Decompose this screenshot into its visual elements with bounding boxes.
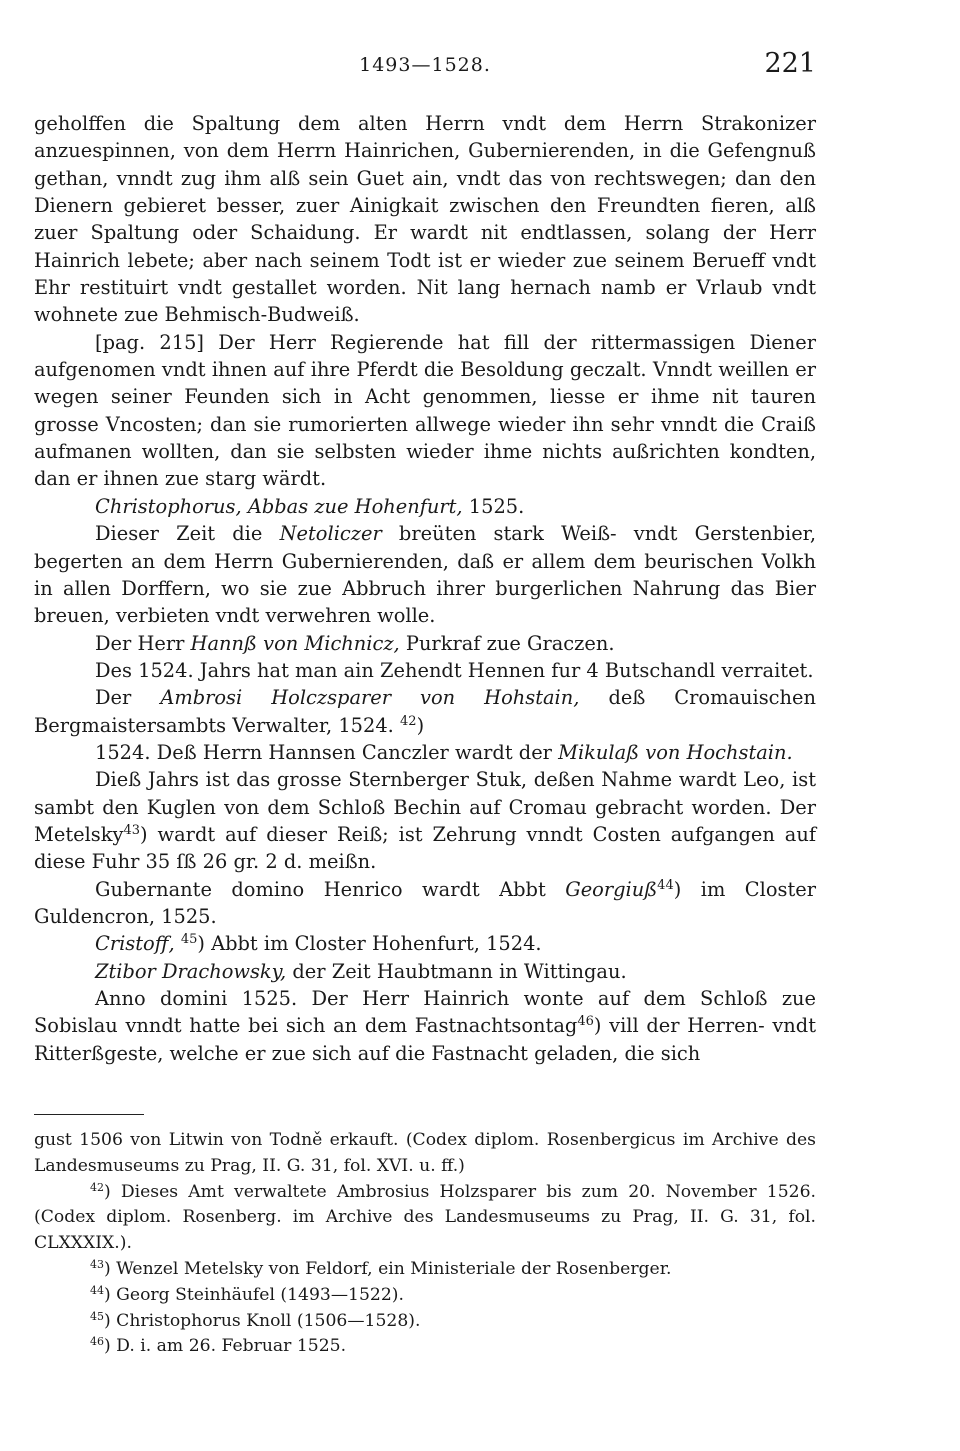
italic-name: Christophorus, Abbas zue Hohenfurt, (95, 494, 463, 518)
text: ) im Closter Guldencron, 1525. (34, 877, 816, 928)
text: Purkraf zue Graczen. (399, 631, 615, 655)
text: ) wardt auf dieser Reiß; ist Zehrung vnndt Costen aufgangen auf diese Fuhr 35 ſß 26 gr. 2 d. meißn. (34, 822, 816, 874)
text: Gubernante domino Henrico wardt Abbt (95, 877, 566, 901)
running-head: 1493—1528. (359, 54, 491, 76)
text: Anno domini 1525. Der Herr Hainrich wonte auf dem Schloß zue Sobislau vnndt hatte bei sich an dem Fastnachtsontag (34, 987, 816, 1038)
page-number: 221 (764, 48, 816, 79)
footnote-text: ) Georg Steinhäufel (1493—1522). (104, 1284, 404, 1305)
paragraph (34, 766, 816, 875)
footnote-text: ) Wenzel Metelsky von Feldorf, ein Ministeriale der Rosenberger. (104, 1258, 672, 1279)
italic-name: Cristoff, (95, 932, 175, 956)
text: breüten stark Weiß- vndt Gerstenbier, begerten an dem Herrn Gubernierenden, daß er allem dem beurischen Volkh in allen Dorffern, wo sie zue Abbruch ihrer burgerlichen Nahrung das Bier breuen, verbieten vndt verwehren wolle. (34, 522, 816, 628)
text: 1524. Deß Herrn Hannsen Canczler wardt der (95, 740, 559, 764)
footnote-46 (34, 1334, 816, 1360)
footnote-number: 44 (90, 1283, 104, 1297)
paragraph (34, 520, 816, 629)
italic-name: Ambrosi Holczsparer von Hohstain, (160, 686, 580, 710)
paragraph (34, 630, 816, 657)
footnote-43 (34, 1257, 816, 1283)
text: Dieß Jahrs ist das grosse Sternberger Stuk, deßen Nahme wardt Leo, ist sambt den Kuglen von dem Schloß Bechin auf Cromau gebracht worden. Der Metelsky (34, 768, 816, 846)
footnote-number: 46 (90, 1335, 104, 1349)
main-text (34, 110, 816, 1067)
text: ) Abbt im Closter Hohenfurt, 1524. (197, 932, 542, 956)
paragraph: geholffen die Spaltung dem alten Herrn vndt dem Herrn Strakonizer anzuespinnen, von dem Herrn Hainrichen, Gubernierenden, in die Gefengnuß gethan, vnndt zug ihm alß sein Guet ain, vndt das von rechtswegen; dan den Dienern gebieret besser, zuer Ainigkait zwischen den Freundten fieren, alß zuer Spaltung oder Schaidung. Er wardt nit endtlassen, solang der Herr Hainrich lebete; aber nach seinem Todt ist er wieder zue seinem Berueff vndt Ehr restituirt vndt gestallet worden. Nit lang hernach namb er Vrlaub vndt wohnete zue Behmisch-Budweiß. (34, 112, 816, 327)
paragraph (34, 930, 816, 957)
footnote-44 (34, 1283, 816, 1309)
footnotes (34, 1128, 816, 1360)
paragraph: Des 1524. Jahrs hat man ain Zehendt Hennen fur 4 Butschandl verraitet. (95, 658, 814, 682)
italic-name: Georgiuß (565, 877, 658, 901)
footnote-45 (34, 1309, 816, 1335)
footnote-ref: 44 (657, 877, 674, 893)
footnote-ref: 46 (577, 1014, 594, 1030)
page-header (34, 44, 816, 84)
footnote-number: 43 (90, 1257, 104, 1271)
paragraph (34, 684, 816, 739)
footnote-number: 42 (90, 1180, 104, 1194)
paragraph (34, 958, 816, 985)
italic-name: Hannß von Michnicz, (190, 631, 400, 655)
footnote-text: ) Christophorus Knoll (1506—1528). (104, 1310, 421, 1331)
text: Der (95, 686, 161, 710)
italic-name: Ztibor Drachowsky, (95, 959, 287, 983)
paragraph (34, 876, 816, 931)
footnote-number: 45 (90, 1309, 104, 1323)
footnote-text: ) Dieses Amt verwaltete Ambrosius Holzsparer bis zum 20. November 1526. (Codex diplom. Rosenberg. im Archive des Landesmuseums zu Prag, II. G. 31, fol. CLXXXIX.). (34, 1181, 816, 1254)
text: ) (416, 713, 425, 737)
paragraph (34, 985, 816, 1067)
text: Dieser Zeit die (95, 522, 280, 546)
italic-name: Mikulaß von Hochstain. (558, 740, 793, 764)
footnote-ref: 45 (180, 932, 198, 948)
footnote-text: ) D. i. am 26. Februar 1525. (104, 1336, 347, 1357)
footnote-divider (34, 1114, 144, 1115)
text: 1525. (462, 494, 525, 518)
footnote-ref: 43 (123, 822, 141, 838)
text: deß Cromauischen Bergmaistersambts Verwalter, 1524. (34, 686, 816, 737)
paragraph (34, 493, 816, 520)
text: Der Herr (95, 631, 191, 655)
text: ) vill der Herren- vndt Ritterßgeste, welche er zue sich auf die Fastnacht geladen, die sich (34, 1014, 817, 1065)
footnote-ref: 42 (400, 713, 417, 729)
paragraph (34, 739, 816, 766)
text: der Zeit Haubtmann in Wittingau. (286, 959, 627, 983)
paragraph: [pag. 215] Der Herr Regierende hat fill der rittermassigen Diener aufgenomen vndt ihnen auf ihre Pferdt die Besoldung geczalt. Vnndt weillen er wegen seiner Feunden sich in Acht genommen, liesse er ihme nit tauren grosse Vncosten; dan sie rumorierten allwege wieder ihn sehr vnndt die Craiß aufmanen wollten, dan sie selbsten wieder ihme nichts außrichten kondten, dan er ihnen zue starg wärdt. (34, 330, 816, 491)
italic-name: Netoliczer (279, 522, 382, 546)
footnote-continuation: gust 1506 von Litwin von Todně erkauft. (Codex diplom. Rosenbergicus im Archive des Landesmuseums zu Prag, II. G. 31, fol. XVI. u. ff.) (34, 1130, 816, 1176)
footnote-42 (34, 1180, 816, 1257)
